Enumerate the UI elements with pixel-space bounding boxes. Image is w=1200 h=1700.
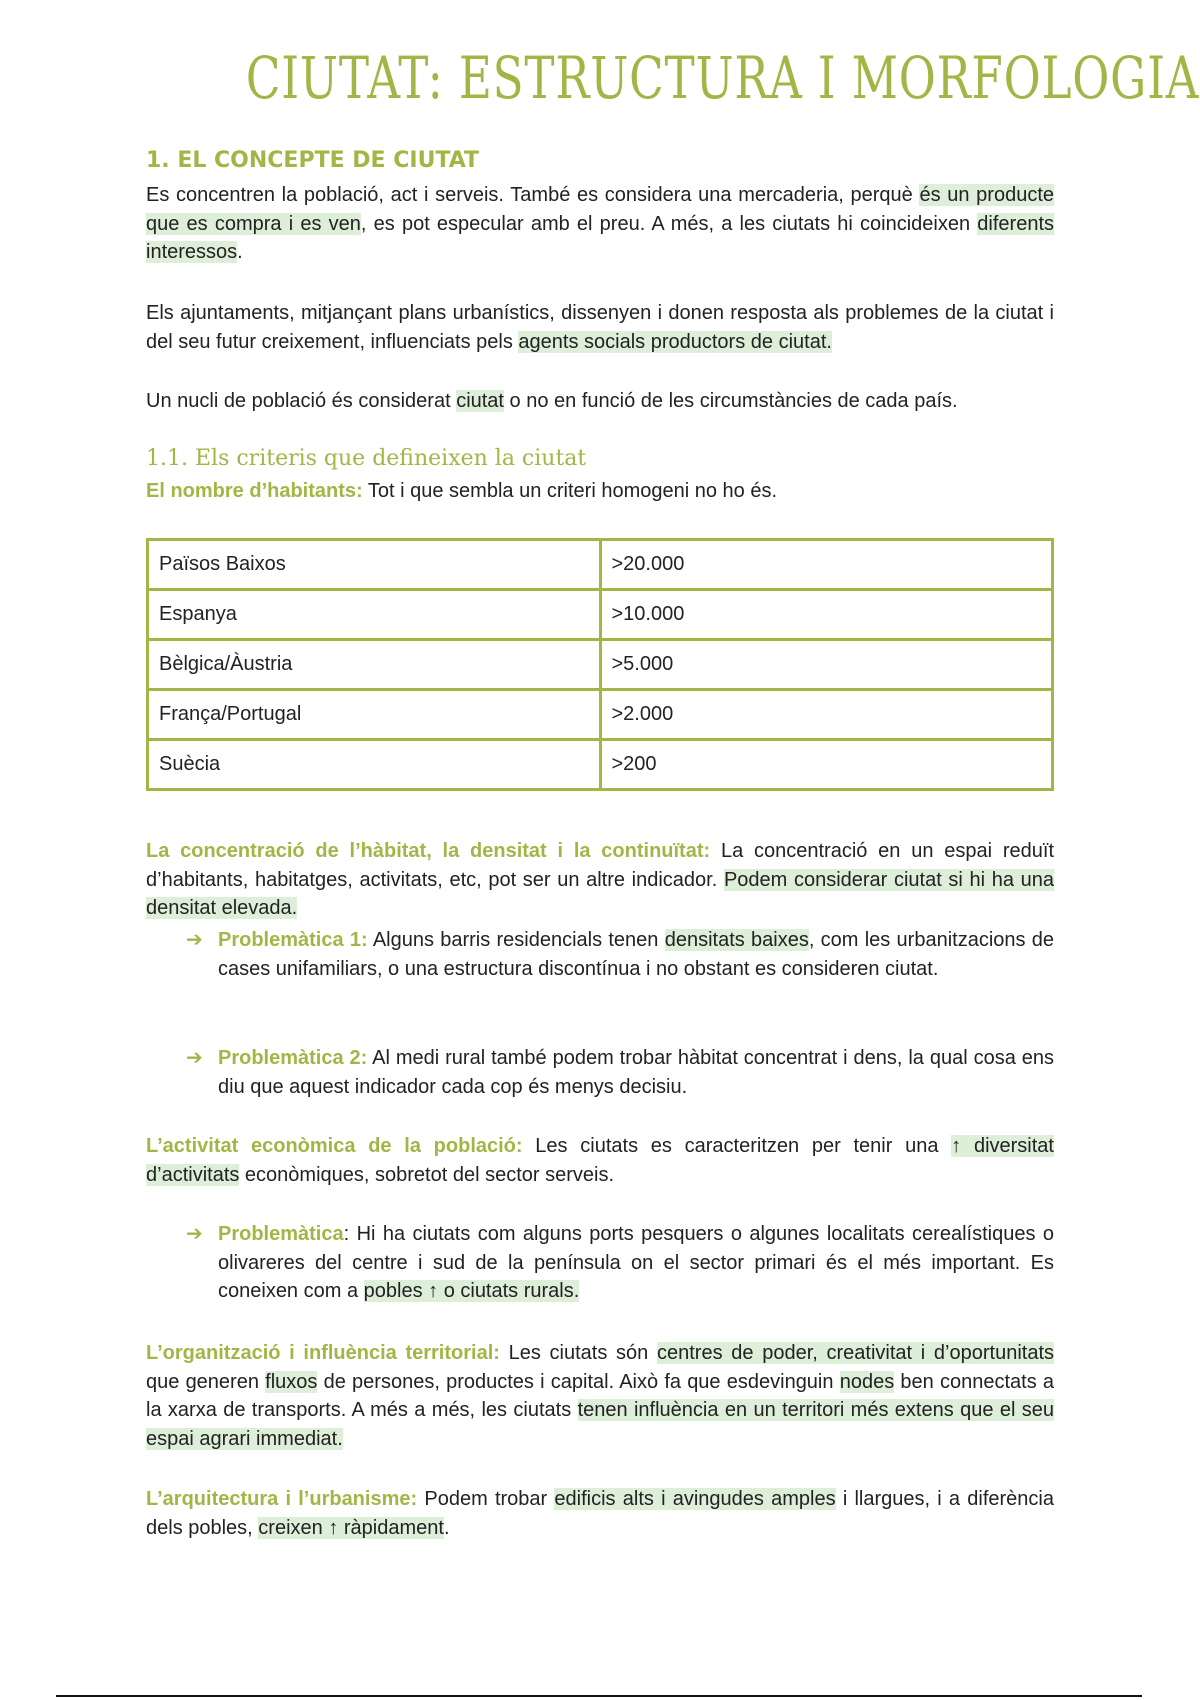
section-heading-concepte: 1. EL CONCEPTE DE CIUTAT [146, 148, 480, 173]
criterion-label: L’organització i influència territorial: [146, 1342, 500, 1364]
paragraph-organitzacio: L’organització i influència territorial: Les ciutats són centres de poder, creativitat i d’oportunitats que generen fluxos de persones, productes i capital. Això fa que esdevinguin nodes ben connectats a la xarxa de transports. A més a més, les ciutats tenen influència en un territori més extens que el seu espai agrari immediat. [146, 1342, 1055, 1450]
table-cell-country: Països Baixos [148, 540, 601, 590]
population-threshold-table [146, 538, 1054, 791]
paragraph-concepte-2: Els ajuntaments, mitjançant plans urbanístics, dissenyen i donen resposta als problemes de la ciutat i del seu futur creixement, influenciats pels agents socials productors de ciutat. [146, 302, 1054, 353]
highlight: ↑ diversitat d’activitats [146, 1135, 1054, 1186]
arrow-right-icon: ➔ [186, 929, 203, 951]
problem-label: Problemàtica 2: [218, 1047, 368, 1069]
highlight: densitats baixes [664, 929, 809, 951]
table-row [148, 690, 1053, 740]
arrow-right-icon: ➔ [186, 1047, 203, 1069]
table-cell-value: >10.000 [600, 590, 1053, 640]
table-cell-value: >200 [600, 740, 1053, 790]
highlight: centres de poder, creativitat i d’oportunitats [657, 1342, 1055, 1364]
table-row [148, 740, 1053, 790]
bullet-problematica-2: ➔ Problemàtica 2: Al medi rural també podem trobar hàbitat concentrat i dens, la qual cosa ens diu que aquest indicador cada cop és menys decisiu. [186, 1044, 1054, 1101]
highlight: fluxos [265, 1370, 318, 1393]
table-row [148, 640, 1053, 690]
table-cell-country: Suècia [148, 740, 601, 790]
highlight: diferents interessos [146, 212, 1055, 263]
highlight: nodes [839, 1370, 895, 1393]
criterion-label: L’arquitectura i l’urbanisme: [146, 1488, 418, 1510]
table-cell-value: >5.000 [600, 640, 1053, 690]
paragraph-concepte-1: Es concentren la població, act i serveis. També es considera una mercaderia, perquè és un producte que es compra i es ven, es pot especular amb el preu. A més, a les ciutats hi coincideixen diferents interessos. [146, 184, 1055, 263]
page-bottom-rule [56, 1695, 1142, 1697]
criterion-label: El nombre d’habitants: [146, 480, 363, 502]
highlight: és un producte que es compra i es ven [146, 184, 1054, 235]
highlight: agents socials productors de ciutat. [518, 330, 832, 353]
highlight: pobles ↑ o ciutats rurals. [363, 1280, 580, 1302]
paragraph-arquitectura: L’arquitectura i l’urbanisme: Podem trobar edificis alts i avingudes amples i llargues, i a diferència dels pobles, creixen ↑ ràpidament. [146, 1488, 1054, 1539]
paragraph-habitants: El nombre d’habitants: Tot i que sembla un criteri homogeni no ho és. [146, 480, 778, 502]
paragraph-activitat: L’activitat econòmica de la població: Les ciutats es caracteritzen per tenir una ↑ diversitat d’activitats econòmiques, sobretot del sector serveis. [146, 1135, 1054, 1186]
highlight: creixen ↑ ràpidament [258, 1516, 444, 1539]
highlight: tenen influència en un territori més extens que el seu espai agrari immediat. [146, 1399, 1055, 1450]
highlight: ciutat [456, 390, 504, 412]
highlight: Podem considerar ciutat si hi ha una densitat elevada. [146, 868, 1055, 919]
table-cell-country: Espanya [148, 590, 601, 640]
bullet-problematica: ➔ Problemàtica: Hi ha ciutats com alguns ports pesquers o algunes localitats cerealístiques o olivareres del centre i sud de la península on el sector primari és el més important. Es coneixen com a pobles ↑ o ciutats rurals. [186, 1220, 1054, 1306]
table-cell-value: >2.000 [600, 690, 1053, 740]
subsection-heading-criteris: 1.1. Els criteris que defineixen la ciutat [146, 446, 587, 471]
highlight: edificis alts i avingudes amples [554, 1488, 836, 1510]
arrow-right-icon: ➔ [186, 1223, 203, 1245]
paragraph-densitat: La concentració de l’hàbitat, la densitat i la continuïtat: La concentració en un espai reduït d’habitants, habitatges, activitats, etc, pot ser un altre indicador. Podem considerar ciutat si hi ha una densitat elevada. [146, 840, 1055, 919]
table-row [148, 590, 1053, 640]
table-cell-country: França/Portugal [148, 690, 601, 740]
table-row [148, 540, 1053, 590]
bullet-problematica-1: ➔ Problemàtica 1: Alguns barris residencials tenen densitats baixes, com les urbanitzacions de cases unifamiliars, o una estructura discontínua i no obstant es consideren ciutat. [186, 926, 1054, 983]
table-cell-country: Bèlgica/Àustria [148, 640, 601, 690]
criterion-label: L’activitat econòmica de la població: [146, 1135, 523, 1157]
table-cell-value: >20.000 [600, 540, 1053, 590]
page-title: CIUTAT: ESTRUCTURA I MORFOLOGIA [245, 44, 1200, 112]
problem-label: Problemàtica [218, 1223, 344, 1245]
problem-label: Problemàtica 1: [218, 929, 368, 951]
paragraph-concepte-3: Un nucli de població és considerat ciutat o no en funció de les circumstàncies de cada país. [146, 390, 958, 412]
criterion-label: La concentració de l’hàbitat, la densitat i la continuïtat: [146, 840, 711, 862]
